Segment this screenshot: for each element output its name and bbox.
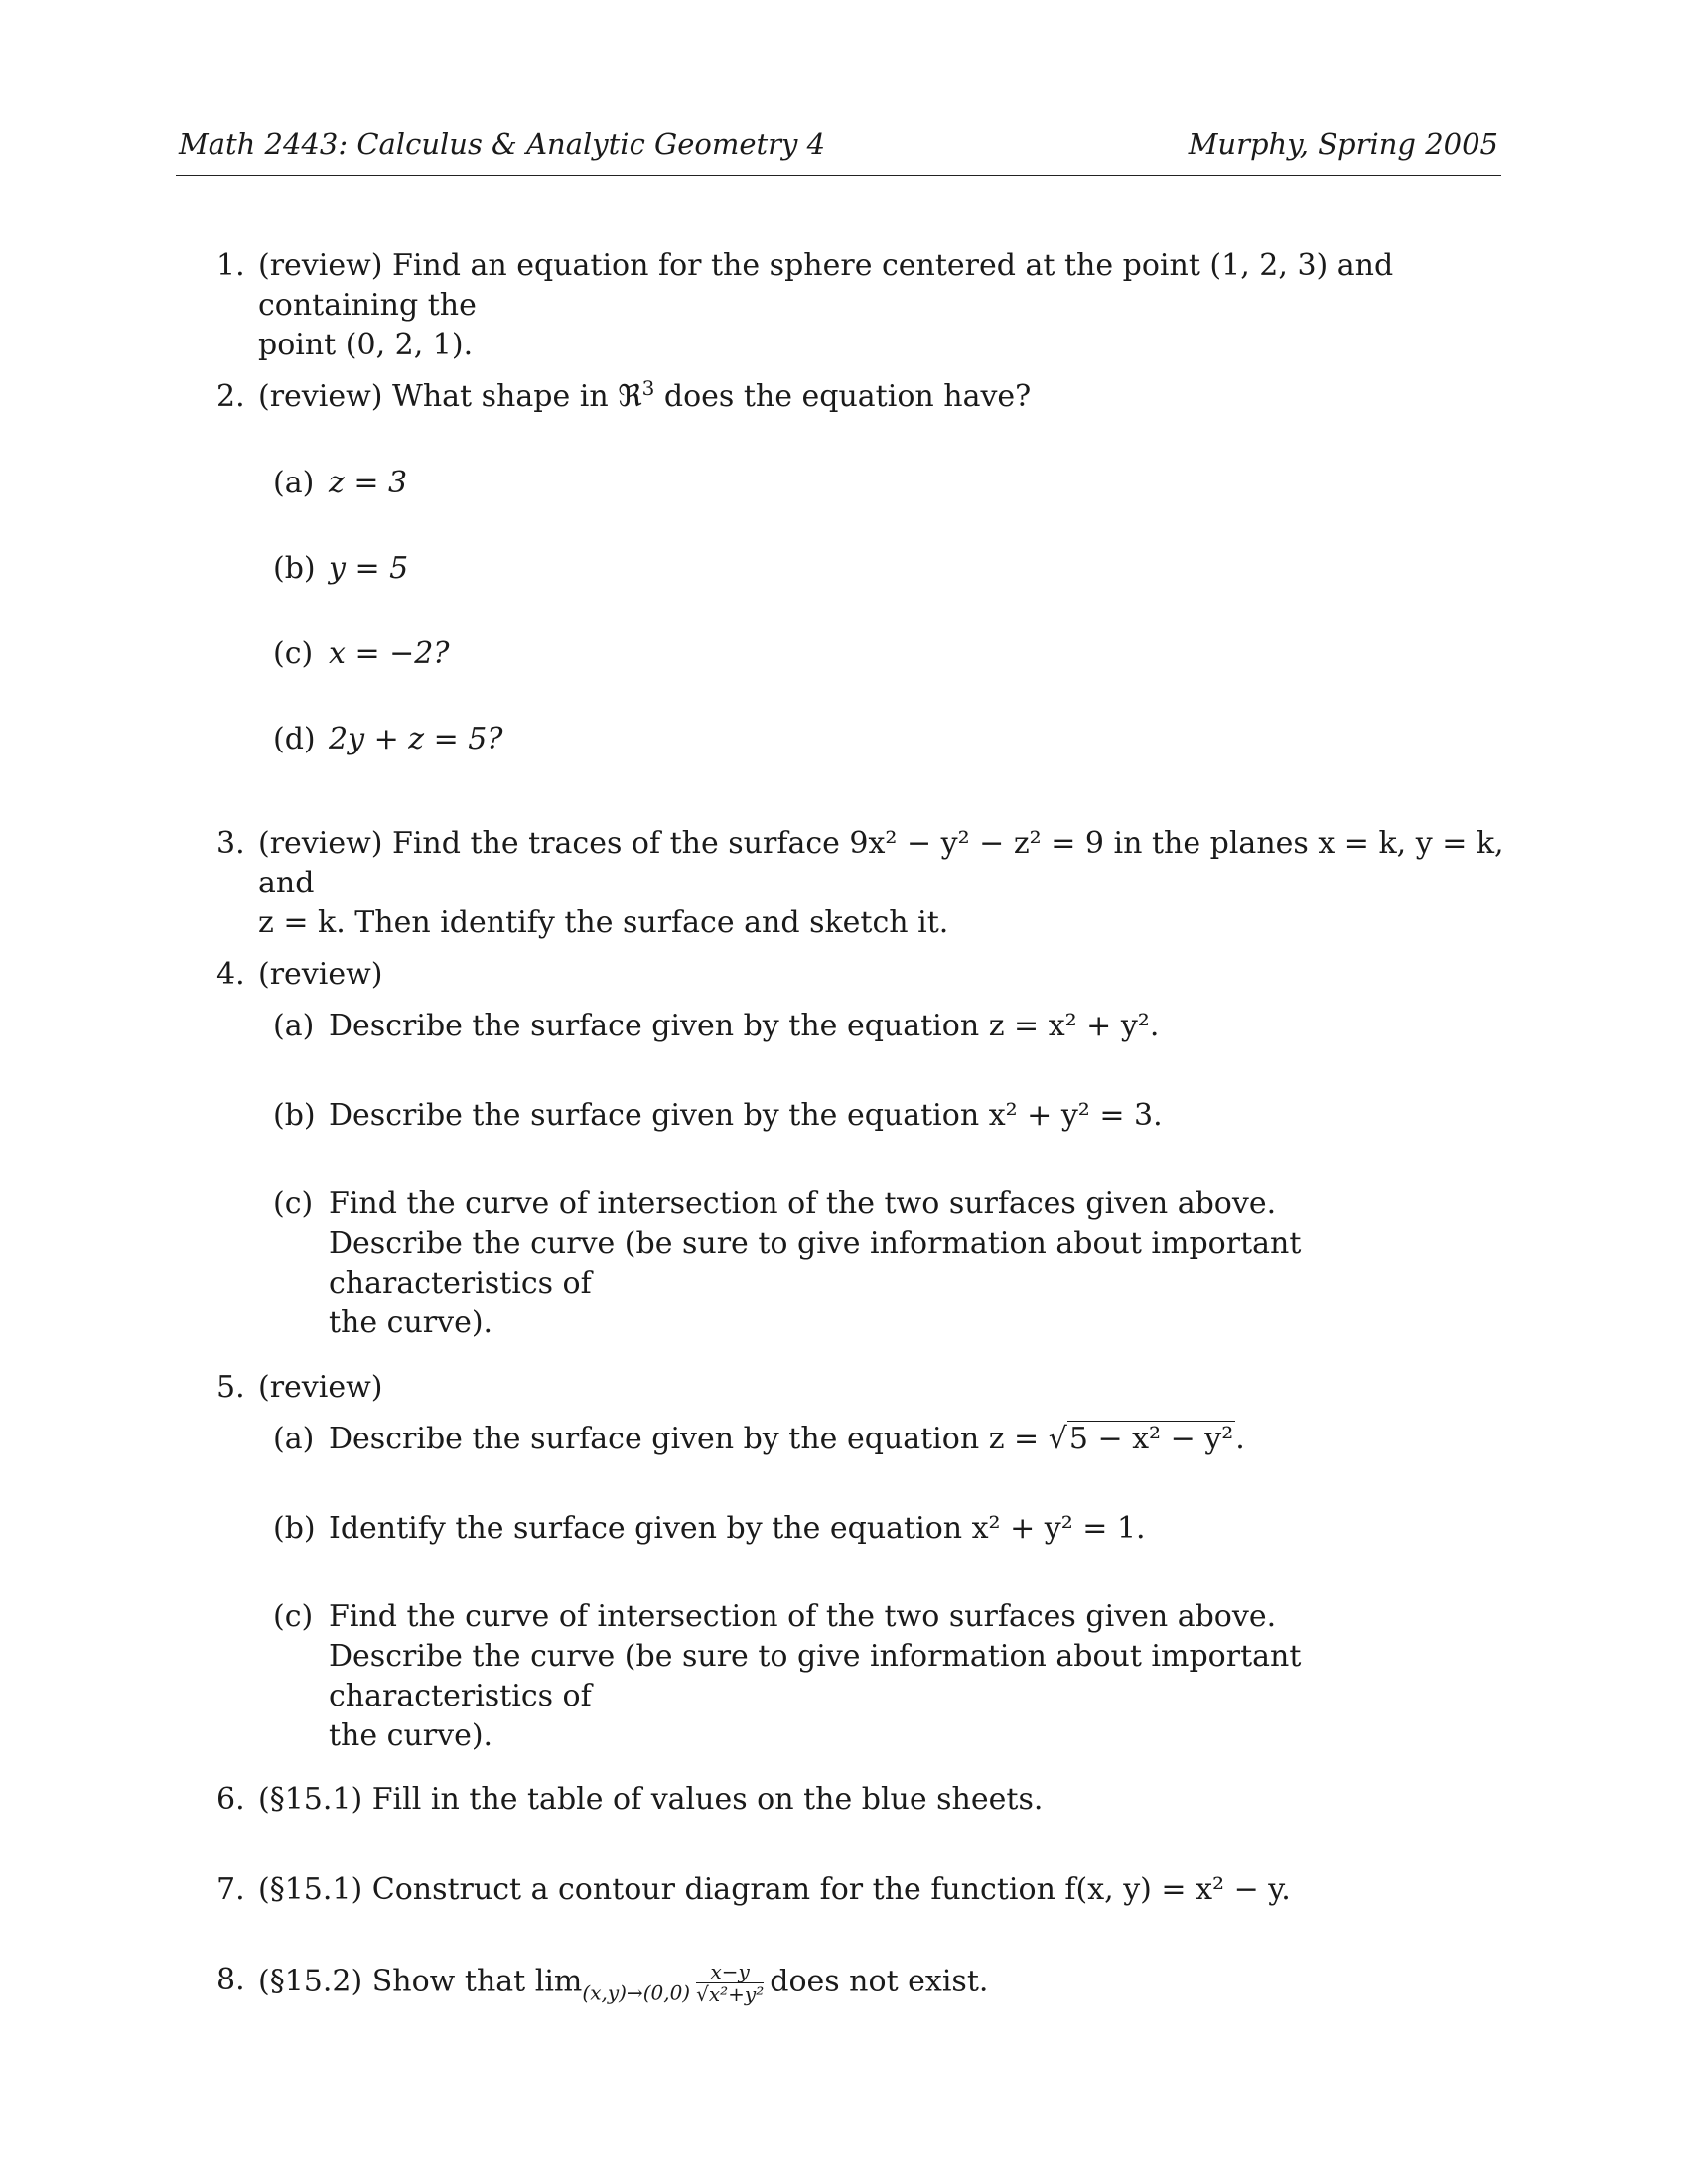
part-equation: x = −2? [329,636,450,671]
part-label: (c) [273,636,314,671]
part-text: Describe the surface given by the equation x² + y² = 3. [329,1098,1163,1133]
problem-4 [216,955,1505,995]
problem-number: 3. [216,826,245,861]
problem-8 [216,1961,1505,2013]
part-text-line: the curve). [329,1718,493,1753]
problem-7 [216,1870,1505,1910]
part-text-line: Describe the curve (be sure to give information about important characteristics of [329,1226,1302,1300]
part-label: (b) [273,1511,316,1546]
problem-text-line: z = k. Then identify the surface and sketch it. [258,905,949,940]
problem-text-line: point (0, 2, 1). [258,328,474,362]
part-2c [273,634,1505,674]
part-4b [273,1096,1505,1136]
limit-subscript: (x,y)→(0,0) [582,1980,691,2005]
part-text: Describe the surface given by the equation z = x² + y². [329,1009,1160,1043]
problem-1 [216,246,1505,365]
fraction [696,1961,764,2005]
problem-text-line: (review) Find an equation for the sphere centered at the point (1, 2, 3) and containing the [258,248,1394,323]
part-4a [273,1007,1505,1046]
part-label: (a) [273,1009,315,1043]
problem-number: 2. [216,379,245,414]
part-4c [273,1184,1505,1343]
part-text: . [1235,1422,1245,1456]
part-label: (b) [273,551,316,586]
real-space-symbol: ℜ [618,379,642,414]
part-label: (a) [273,466,315,500]
problem-number: 4. [216,957,245,992]
part-label: (b) [273,1098,316,1133]
part-equation: y = 5 [329,551,409,586]
part-equation: 2y + z = 5? [329,722,503,756]
part-2d [273,720,1505,759]
problem-text: (review) What shape in [258,379,619,414]
part-5c [273,1597,1505,1756]
part-text-line: Find the curve of intersection of the two surfaces given above. [329,1599,1277,1634]
part-equation: z = 3 [329,466,408,500]
part-label: (d) [273,722,316,756]
part-text: Identify the surface given by the equation x² + y² = 1. [329,1511,1146,1546]
problem-text: does the equation have? [654,379,1032,414]
part-text-line: the curve). [329,1305,493,1340]
course-title: Math 2443: Calculus & Analytic Geometry 4 [179,127,826,161]
page-header [176,127,1501,176]
part-label: (a) [273,1422,315,1456]
problem-text: (§15.1) Fill in the table of values on the blue sheets. [258,1782,1044,1817]
part-label: (c) [273,1186,314,1221]
instructor-term: Murphy, Spring 2005 [1188,127,1498,161]
part-2b [273,549,1505,589]
exponent: 3 [641,376,655,400]
problem-number: 5. [216,1370,245,1405]
part-text: Describe the surface given by the equation z = [329,1422,1049,1456]
fraction-denominator: √x²+y² [696,1982,765,2006]
sqrt-sign: √ [1048,1422,1067,1456]
problem-text-line: (review) Find the traces of the surface 9x² − y² − z² = 9 in the planes x = k, y = k, and [258,826,1504,900]
problem-number: 1. [216,248,245,283]
problem-2 [216,377,1505,417]
sqrt-radicand: 5 − x² − y² [1068,1422,1234,1456]
problem-text: does not exist. [770,1964,989,1999]
problem-text: (§15.2) Show that lim [258,1964,583,1999]
part-text-line: Find the curve of intersection of the two surfaces given above. [329,1186,1277,1221]
problem-number: 7. [216,1872,245,1907]
part-label: (c) [273,1599,314,1634]
problem-6 [216,1780,1505,1820]
part-2a [273,464,1505,503]
part-text-line: Describe the curve (be sure to give information about important characteristics of [329,1639,1302,1713]
problem-title: (review) [258,1370,383,1405]
fraction-numerator: x−y [696,1961,764,1983]
part-5b [273,1509,1505,1549]
problem-5 [216,1368,1505,1408]
problem-number: 8. [216,1963,245,1997]
problem-number: 6. [216,1782,245,1817]
part-5a [273,1420,1505,1459]
problem-title: (review) [258,957,383,992]
problem-3 [216,824,1505,943]
problem-text: (§15.1) Construct a contour diagram for the function f(x, y) = x² − y. [258,1872,1291,1907]
